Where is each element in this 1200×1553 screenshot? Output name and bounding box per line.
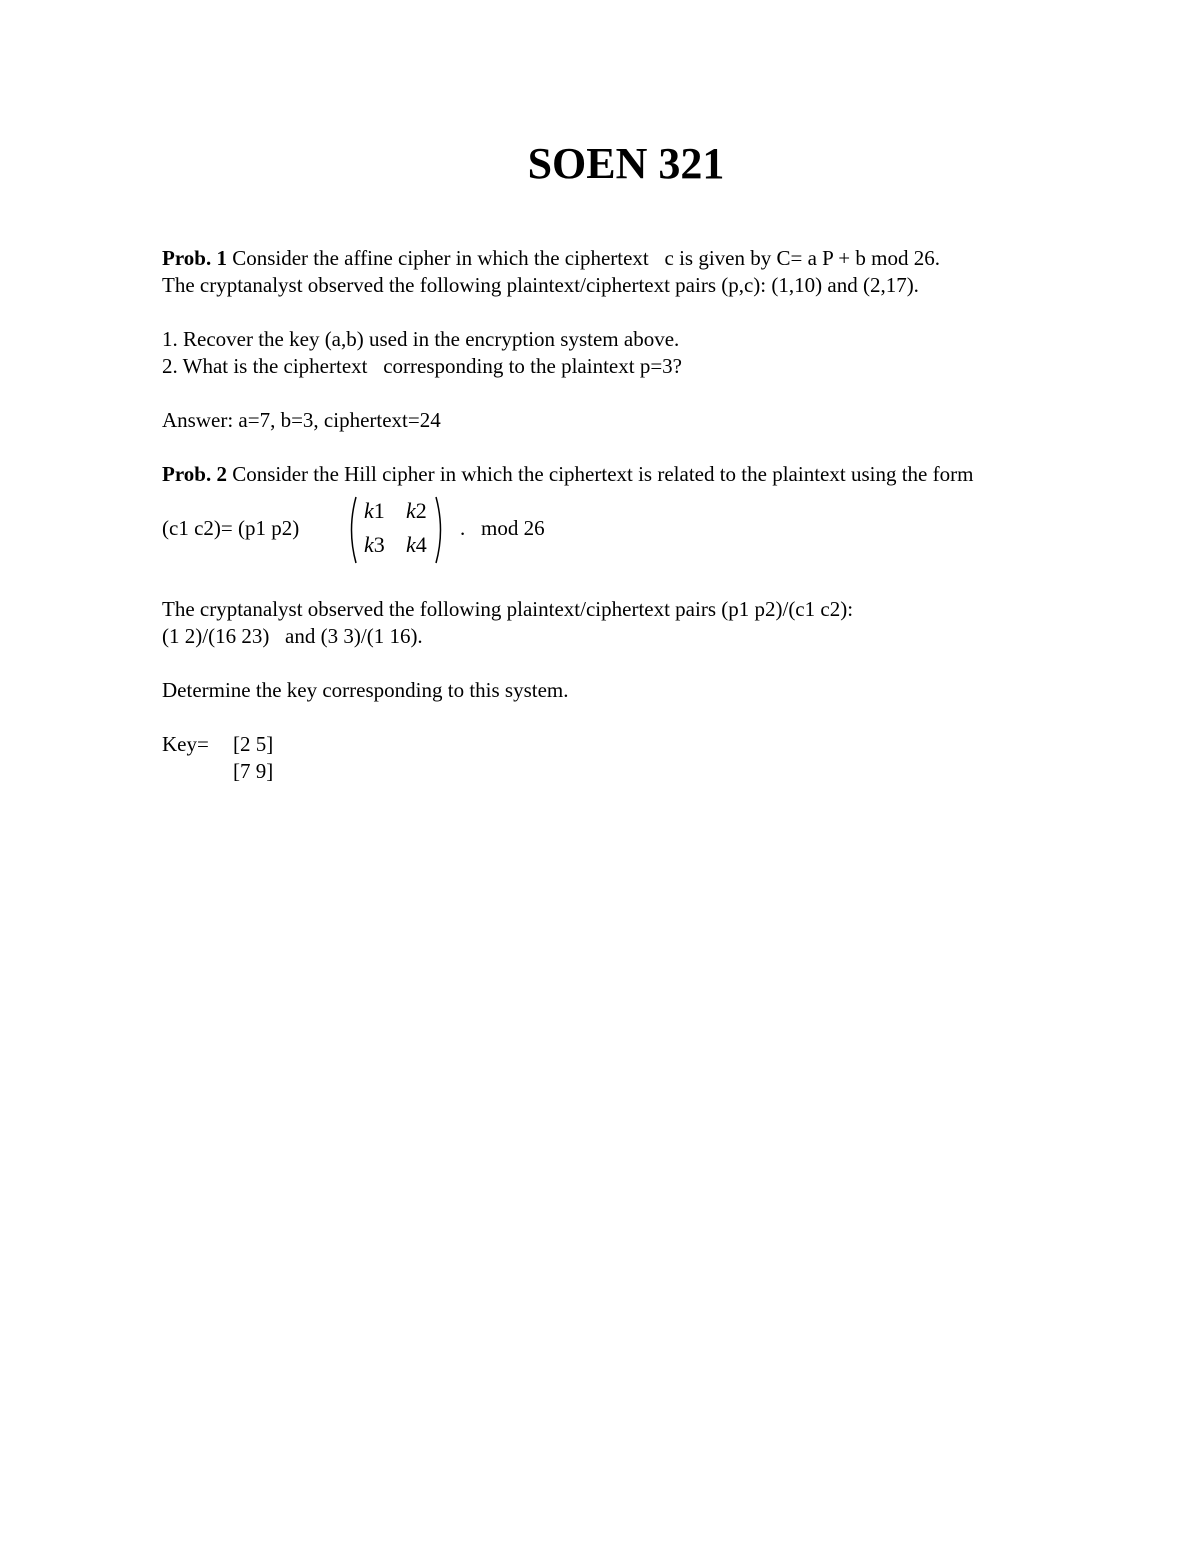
matrix-cell-k1: k1 bbox=[364, 498, 385, 523]
key-label: Key= bbox=[162, 732, 209, 756]
prob2-text1: Consider the Hill cipher in which the ciphertext is related to the plaintext using the form bbox=[226, 462, 974, 486]
prob2-text4: Determine the key corresponding to this system. bbox=[162, 678, 569, 702]
matrix-cell-k4: k4 bbox=[406, 532, 427, 557]
matrix-left-paren bbox=[346, 496, 358, 564]
prob1-question2: 2. What is the ciphertext corresponding to the plaintext p=3? bbox=[162, 354, 682, 378]
prob1-line1 bbox=[162, 245, 940, 272]
prob2-text2: The cryptanalyst observed the following plaintext/ciphertext pairs (p1 p2)/(c1 c2): bbox=[162, 597, 854, 621]
prob1-text2: The cryptanalyst observed the following plaintext/ciphertext pairs (p,c): (1,10) and (2,17). bbox=[162, 273, 919, 297]
prob1-heading: Prob. 1 bbox=[162, 246, 227, 270]
prob2-formula-left: (c1 c2)= (p1 p2) bbox=[162, 516, 300, 540]
key-row-2: [7 9] bbox=[233, 759, 274, 783]
key-row-1: [2 5] bbox=[233, 732, 274, 756]
matrix-cell-k2: k2 bbox=[406, 498, 427, 523]
matrix-cell-k3: k3 bbox=[364, 532, 385, 557]
prob2-formula-right: . mod 26 bbox=[460, 516, 545, 540]
prob1-answer: Answer: a=7, b=3, ciphertext=24 bbox=[162, 408, 441, 432]
prob1-question1: 1. Recover the key (a,b) used in the encryption system above. bbox=[162, 327, 680, 351]
prob2-heading: Prob. 2 bbox=[162, 462, 227, 486]
key-matrix bbox=[346, 496, 446, 564]
prob2-text3: (1 2)/(16 23) and (3 3)/(1 16). bbox=[162, 624, 423, 648]
prob1-text1: Consider the affine cipher in which the ciphertext c is given by C= a P + b mod 26. bbox=[226, 246, 940, 270]
document-title: SOEN 321 bbox=[527, 139, 725, 188]
matrix-right-paren bbox=[434, 496, 446, 564]
prob2-line1 bbox=[162, 461, 973, 488]
